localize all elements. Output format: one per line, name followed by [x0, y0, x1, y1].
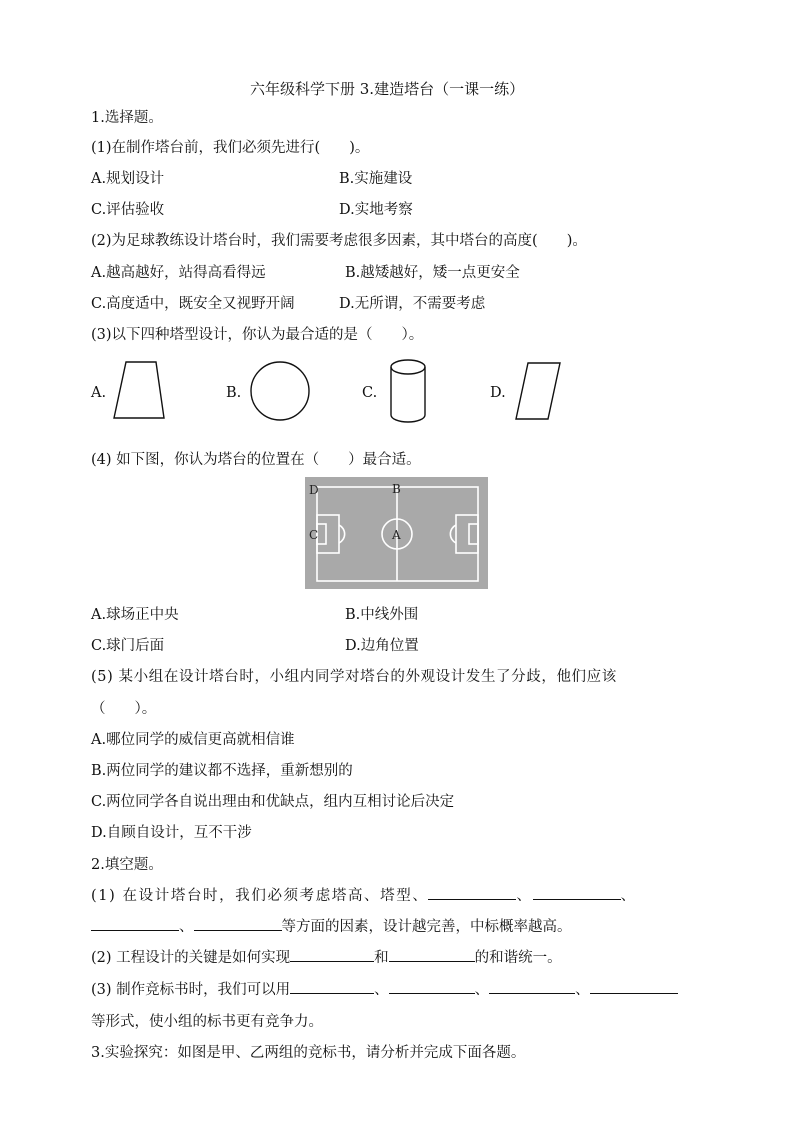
- cylinder-shape: [387, 357, 431, 427]
- q5-option-b: B.两位同学的建议都不选择，重新想别的: [91, 763, 353, 779]
- q2-option-b: B.越矮越好，矮一点更安全: [345, 265, 520, 281]
- fill-q1-sep-3: 、: [179, 919, 194, 935]
- q5-option-d: D.自顾自设计，互不干涉: [91, 825, 252, 841]
- q3-shape-label-c: C.: [362, 385, 378, 401]
- q3-stem: (3)以下四种塔型设计，你认为最合适的是（ ）。: [91, 327, 424, 343]
- fill-q3-sep-1: 、: [374, 982, 389, 998]
- fill-q2-text-c: 的和谐统一。: [474, 950, 562, 966]
- q2-option-d: D.无所谓，不需要考虑: [339, 296, 486, 312]
- q3-shape-label-a: A.: [91, 385, 107, 401]
- q1-option-a: A.规划设计: [91, 171, 165, 187]
- fill-q3-sep-3: 、: [575, 982, 590, 998]
- q5-stem-continued: （ ）。: [91, 701, 157, 717]
- section-3-heading: 3.实验探究：如图是甲、乙两组的竞标书，请分析并完成下面各题。: [91, 1045, 526, 1061]
- q3-shape-label-d: D.: [490, 385, 506, 401]
- field-label-b: B: [392, 482, 401, 496]
- q1-option-d: D.实地考察: [339, 202, 413, 218]
- fill-q3-blank-4[interactable]: [590, 978, 678, 994]
- fill-q3-line2: 等形式，使小组的标书更有竞争力。: [91, 1014, 323, 1030]
- fill-q3-blank-1[interactable]: [290, 978, 374, 994]
- fill-q1-blank-3[interactable]: [91, 915, 179, 931]
- q4-option-b: B.中线外围: [345, 607, 419, 623]
- fill-q2-text-a: (2) 工程设计的关键是如何实现: [91, 950, 291, 966]
- fill-q1-text: (1) 在设计塔台时，我们必须考虑塔高、塔型、: [91, 888, 429, 904]
- q3-shape-label-b: B.: [226, 385, 242, 401]
- fill-q1-sep-1: 、: [516, 888, 533, 904]
- q1-option-b: B.实施建设: [339, 171, 413, 187]
- fill-q1-tail: 等方面的因素，设计越完善，中标概率越高。: [281, 919, 572, 935]
- soccer-field-diagram: [305, 477, 488, 589]
- trapezoid-shape: [112, 360, 168, 422]
- fill-q1-blank-1[interactable]: [428, 884, 516, 900]
- fill-q2: [91, 946, 562, 967]
- fill-q3-line1: [91, 978, 678, 999]
- field-label-c: C: [309, 528, 319, 542]
- fill-q1-line1: [91, 884, 637, 905]
- fill-q3-blank-3[interactable]: [489, 978, 575, 994]
- fill-q2-blank-1[interactable]: [290, 946, 374, 962]
- q4-option-a: A.球场正中央: [91, 607, 179, 623]
- section-1-heading: 1.选择题。: [91, 110, 163, 126]
- fill-q2-text-b: 和: [374, 950, 389, 966]
- field-label-a: A: [392, 528, 401, 542]
- q2-option-a: A.越高越好，站得高看得远: [91, 265, 266, 281]
- q2-stem: (2)为足球教练设计塔台时，我们需要考虑很多因素，其中塔台的高度( )。: [91, 233, 587, 249]
- q2-option-c: C.高度适中，既安全又视野开阔: [91, 296, 295, 312]
- q4-option-d: D.边角位置: [345, 638, 419, 654]
- fill-q3-sep-2: 、: [474, 982, 490, 998]
- fill-q1-blank-2[interactable]: [533, 884, 621, 900]
- field-label-d: D: [309, 483, 319, 497]
- parallelogram-shape: [514, 361, 564, 423]
- fill-q1-line2: [91, 915, 572, 936]
- section-2-heading: 2.填空题。: [91, 857, 163, 873]
- q5-option-a: A.哪位同学的威信更高就相信谁: [91, 732, 295, 748]
- circle-shape: [248, 359, 312, 423]
- q5-option-c: C.两位同学各自说出理由和优缺点，组内互相讨论后决定: [91, 794, 455, 810]
- q4-stem: (4) 如下图，你认为塔台的位置在（ ）最合适。: [91, 452, 421, 468]
- page-title: 六年级科学下册 3.建造塔台（一课一练）: [250, 80, 525, 98]
- fill-q3-blank-2[interactable]: [389, 978, 475, 994]
- fill-q1-blank-4[interactable]: [194, 915, 282, 931]
- q5-stem: (5) 某小组在设计塔台时，小组内同学对塔台的外观设计发生了分歧，他们应该: [91, 669, 617, 685]
- q1-option-c: C.评估验收: [91, 202, 165, 218]
- fill-q2-blank-2[interactable]: [389, 946, 475, 962]
- q4-option-c: C.球门后面: [91, 638, 165, 654]
- q1-stem: (1)在制作塔台前，我们必须先进行( )。: [91, 140, 370, 156]
- fill-q3-text: (3) 制作竞标书时，我们可以用: [91, 982, 291, 998]
- fill-q1-sep-2: 、: [620, 888, 637, 904]
